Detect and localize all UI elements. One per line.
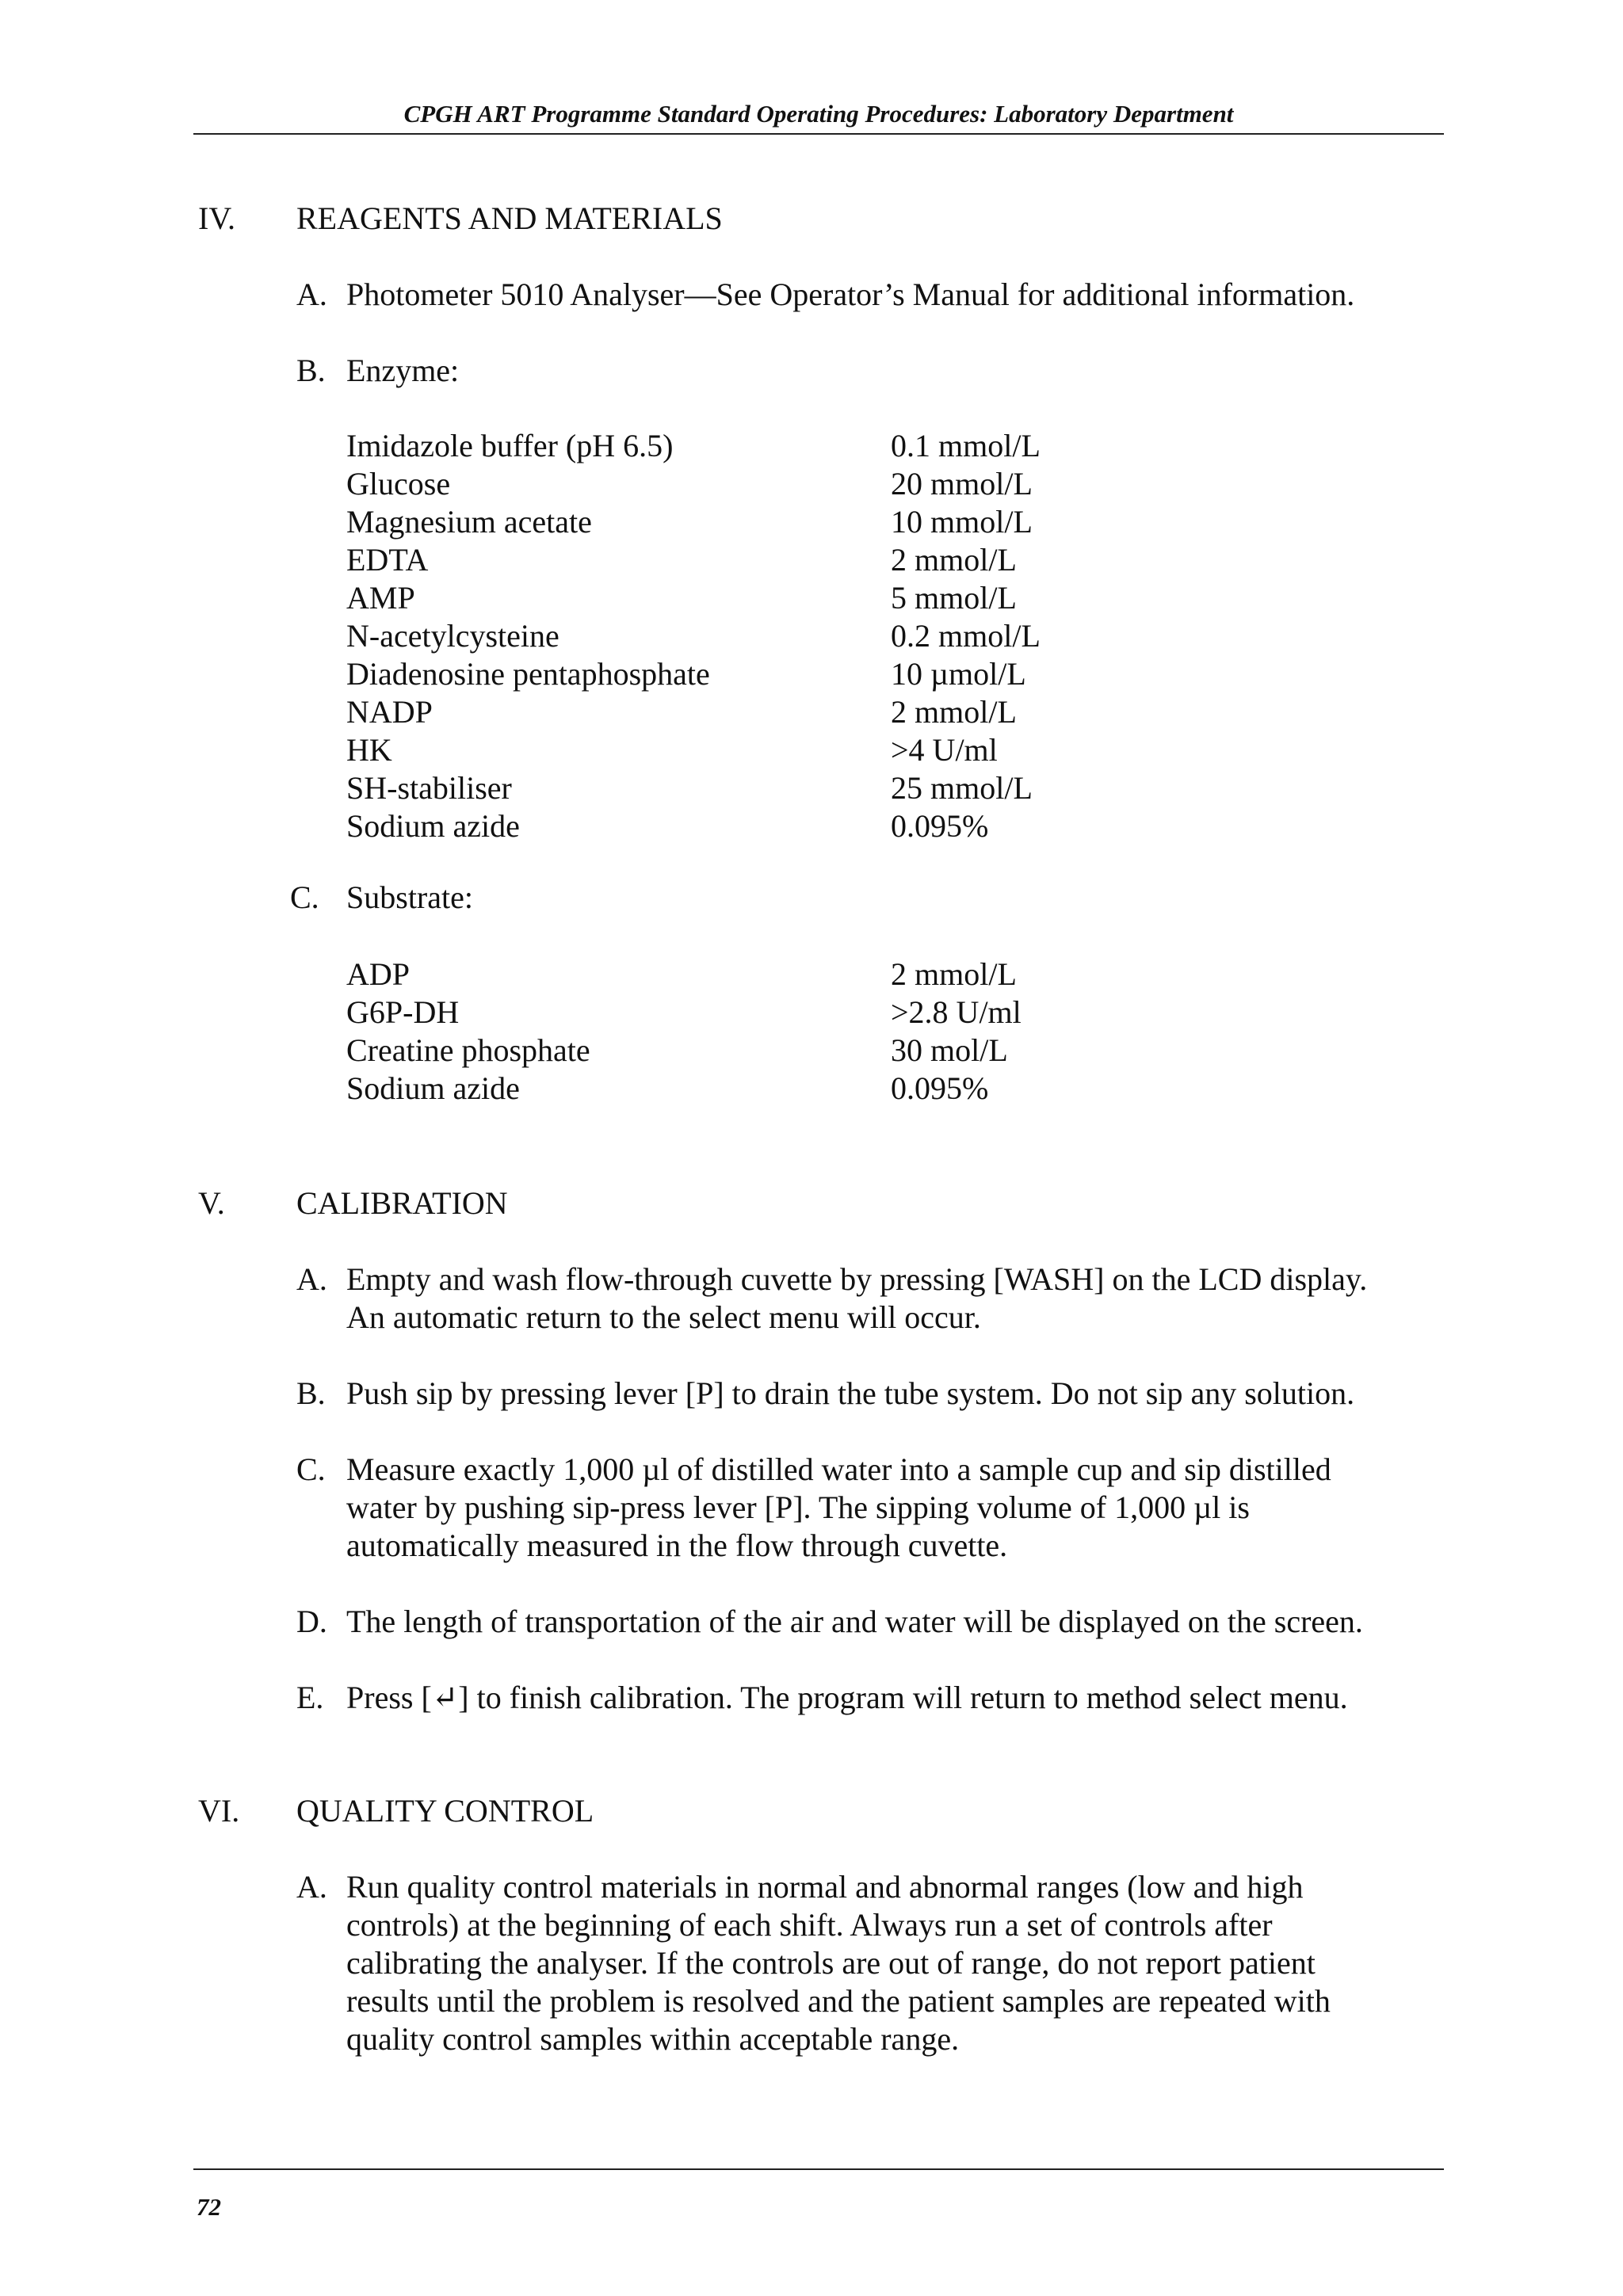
- text-line: Push sip by pressing lever [P] to drain the tube system. Do not sip any solution.: [346, 1375, 1355, 1411]
- table-row: [346, 769, 1139, 807]
- item-iv-b-text: Enzyme:: [346, 353, 460, 388]
- table-row: [346, 579, 1139, 617]
- reagent-value: 5 mmol/L: [891, 580, 1017, 616]
- table-row: [346, 655, 1139, 693]
- table-row: [346, 617, 1139, 655]
- reagent-name: N-acetylcysteine: [346, 618, 559, 654]
- enzyme-table: [346, 427, 1139, 845]
- substrate-table: [346, 955, 1139, 1108]
- table-row: [346, 807, 1139, 845]
- reagent-value: 20 mmol/L: [891, 466, 1033, 502]
- table-row: [346, 955, 1139, 994]
- reagent-name: Glucose: [346, 466, 451, 502]
- reagent-name: Imidazole buffer (pH 6.5): [346, 428, 674, 463]
- reagent-name: AMP: [346, 580, 415, 616]
- reagent-value: 0.2 mmol/L: [891, 618, 1041, 654]
- text-line: automatically measured in the flow through cuvette.: [346, 1527, 1008, 1563]
- section-iv-title: REAGENTS AND MATERIALS: [296, 200, 723, 236]
- text-line: controls) at the beginning of each shift. Always run a set of controls after: [346, 1907, 1273, 1943]
- text-line: results until the problem is resolved and the patient samples are repeated with: [346, 1983, 1331, 2019]
- item-v-c-text: [346, 1451, 1448, 1565]
- running-header: CPGH ART Programme Standard Operating Procedures: Laboratory Department: [403, 100, 1234, 128]
- item-v-d-text: [346, 1603, 1448, 1641]
- reagent-value: 30 mol/L: [891, 1032, 1008, 1068]
- table-row: [346, 994, 1139, 1032]
- item-v-a-text: [346, 1261, 1448, 1337]
- item-v-e-letter: E.: [296, 1680, 324, 1715]
- text-line: Run quality control materials in normal and abnormal ranges (low and high: [346, 1869, 1304, 1905]
- page-number: 72: [197, 2193, 221, 2221]
- reagent-name: NADP: [346, 694, 433, 730]
- item-v-b-text: [346, 1375, 1448, 1413]
- table-row: [346, 693, 1139, 731]
- item-iv-a-text: Photometer 5010 Analyser—See Operator’s Manual for additional information.: [346, 277, 1355, 312]
- reagent-value: 0.095%: [891, 808, 989, 844]
- reagent-name: EDTA: [346, 542, 429, 578]
- reagent-name: G6P-DH: [346, 994, 460, 1030]
- section-vi-number: VI.: [198, 1793, 240, 1829]
- section-v-title: CALIBRATION: [296, 1185, 508, 1221]
- item-iv-b-letter: B.: [296, 353, 326, 388]
- reagent-value: 2 mmol/L: [891, 542, 1017, 578]
- table-row: [346, 427, 1139, 465]
- table-row: [346, 1070, 1139, 1108]
- item-v-b-letter: B.: [296, 1375, 326, 1411]
- item-iv-a-letter: A.: [296, 277, 327, 312]
- header-rule: [193, 133, 1444, 135]
- item-iv-c-text: Substrate:: [346, 879, 473, 915]
- text-line: quality control samples within acceptable range.: [346, 2021, 960, 2057]
- section-iv-number: IV.: [198, 200, 236, 236]
- reagent-name: SH-stabiliser: [346, 770, 512, 806]
- text-line: Measure exactly 1,000 µl of distilled water into a sample cup and sip distilled: [346, 1451, 1331, 1487]
- table-row: [346, 503, 1139, 541]
- reagent-value: >4 U/ml: [891, 732, 998, 768]
- reagent-value: 2 mmol/L: [891, 694, 1017, 730]
- reagent-name: Sodium azide: [346, 1070, 520, 1106]
- reagent-name: ADP: [346, 956, 411, 992]
- text-line: Empty and wash flow-through cuvette by pressing [WASH] on the LCD display.: [346, 1261, 1368, 1297]
- reagent-value: 0.095%: [891, 1070, 989, 1106]
- section-v-number: V.: [198, 1185, 225, 1221]
- footer-rule: [193, 2168, 1444, 2170]
- table-row: [346, 731, 1139, 769]
- text-line: The length of transportation of the air and water will be displayed on the screen.: [346, 1604, 1363, 1639]
- reagent-name: HK: [346, 732, 392, 768]
- reagent-name: Sodium azide: [346, 808, 520, 844]
- item-v-a-letter: A.: [296, 1261, 327, 1297]
- reagent-name: Magnesium acetate: [346, 504, 592, 540]
- item-v-c-letter: C.: [296, 1451, 326, 1487]
- reagent-value: 2 mmol/L: [891, 956, 1017, 992]
- reagent-name: Diadenosine pentaphosphate: [346, 656, 710, 692]
- table-row: [346, 1032, 1139, 1070]
- item-v-d-letter: D.: [296, 1604, 327, 1639]
- reagent-value: 10 µmol/L: [891, 656, 1026, 692]
- reagent-value: 0.1 mmol/L: [891, 428, 1041, 463]
- reagent-value: >2.8 U/ml: [891, 994, 1022, 1030]
- text-line: An automatic return to the select menu will occur.: [346, 1299, 981, 1335]
- item-iv-c-letter: C.: [290, 879, 319, 915]
- reagent-value: 10 mmol/L: [891, 504, 1033, 540]
- item-v-e-text: [346, 1679, 1448, 1717]
- table-row: [346, 465, 1139, 503]
- section-vi-title: QUALITY CONTROL: [296, 1793, 594, 1829]
- reagent-value: 25 mmol/L: [891, 770, 1033, 806]
- reagent-name: Creatine phosphate: [346, 1032, 590, 1068]
- item-vi-a-letter: A.: [296, 1869, 327, 1905]
- table-row: [346, 541, 1139, 579]
- text-line: Press [↵] to finish calibration. The program will return to method select menu.: [346, 1680, 1348, 1715]
- text-line: water by pushing sip-press lever [P]. The sipping volume of 1,000 µl is: [346, 1489, 1250, 1525]
- text-line: calibrating the analyser. If the controls are out of range, do not report patient: [346, 1945, 1316, 1981]
- item-vi-a-text: [346, 1868, 1448, 2058]
